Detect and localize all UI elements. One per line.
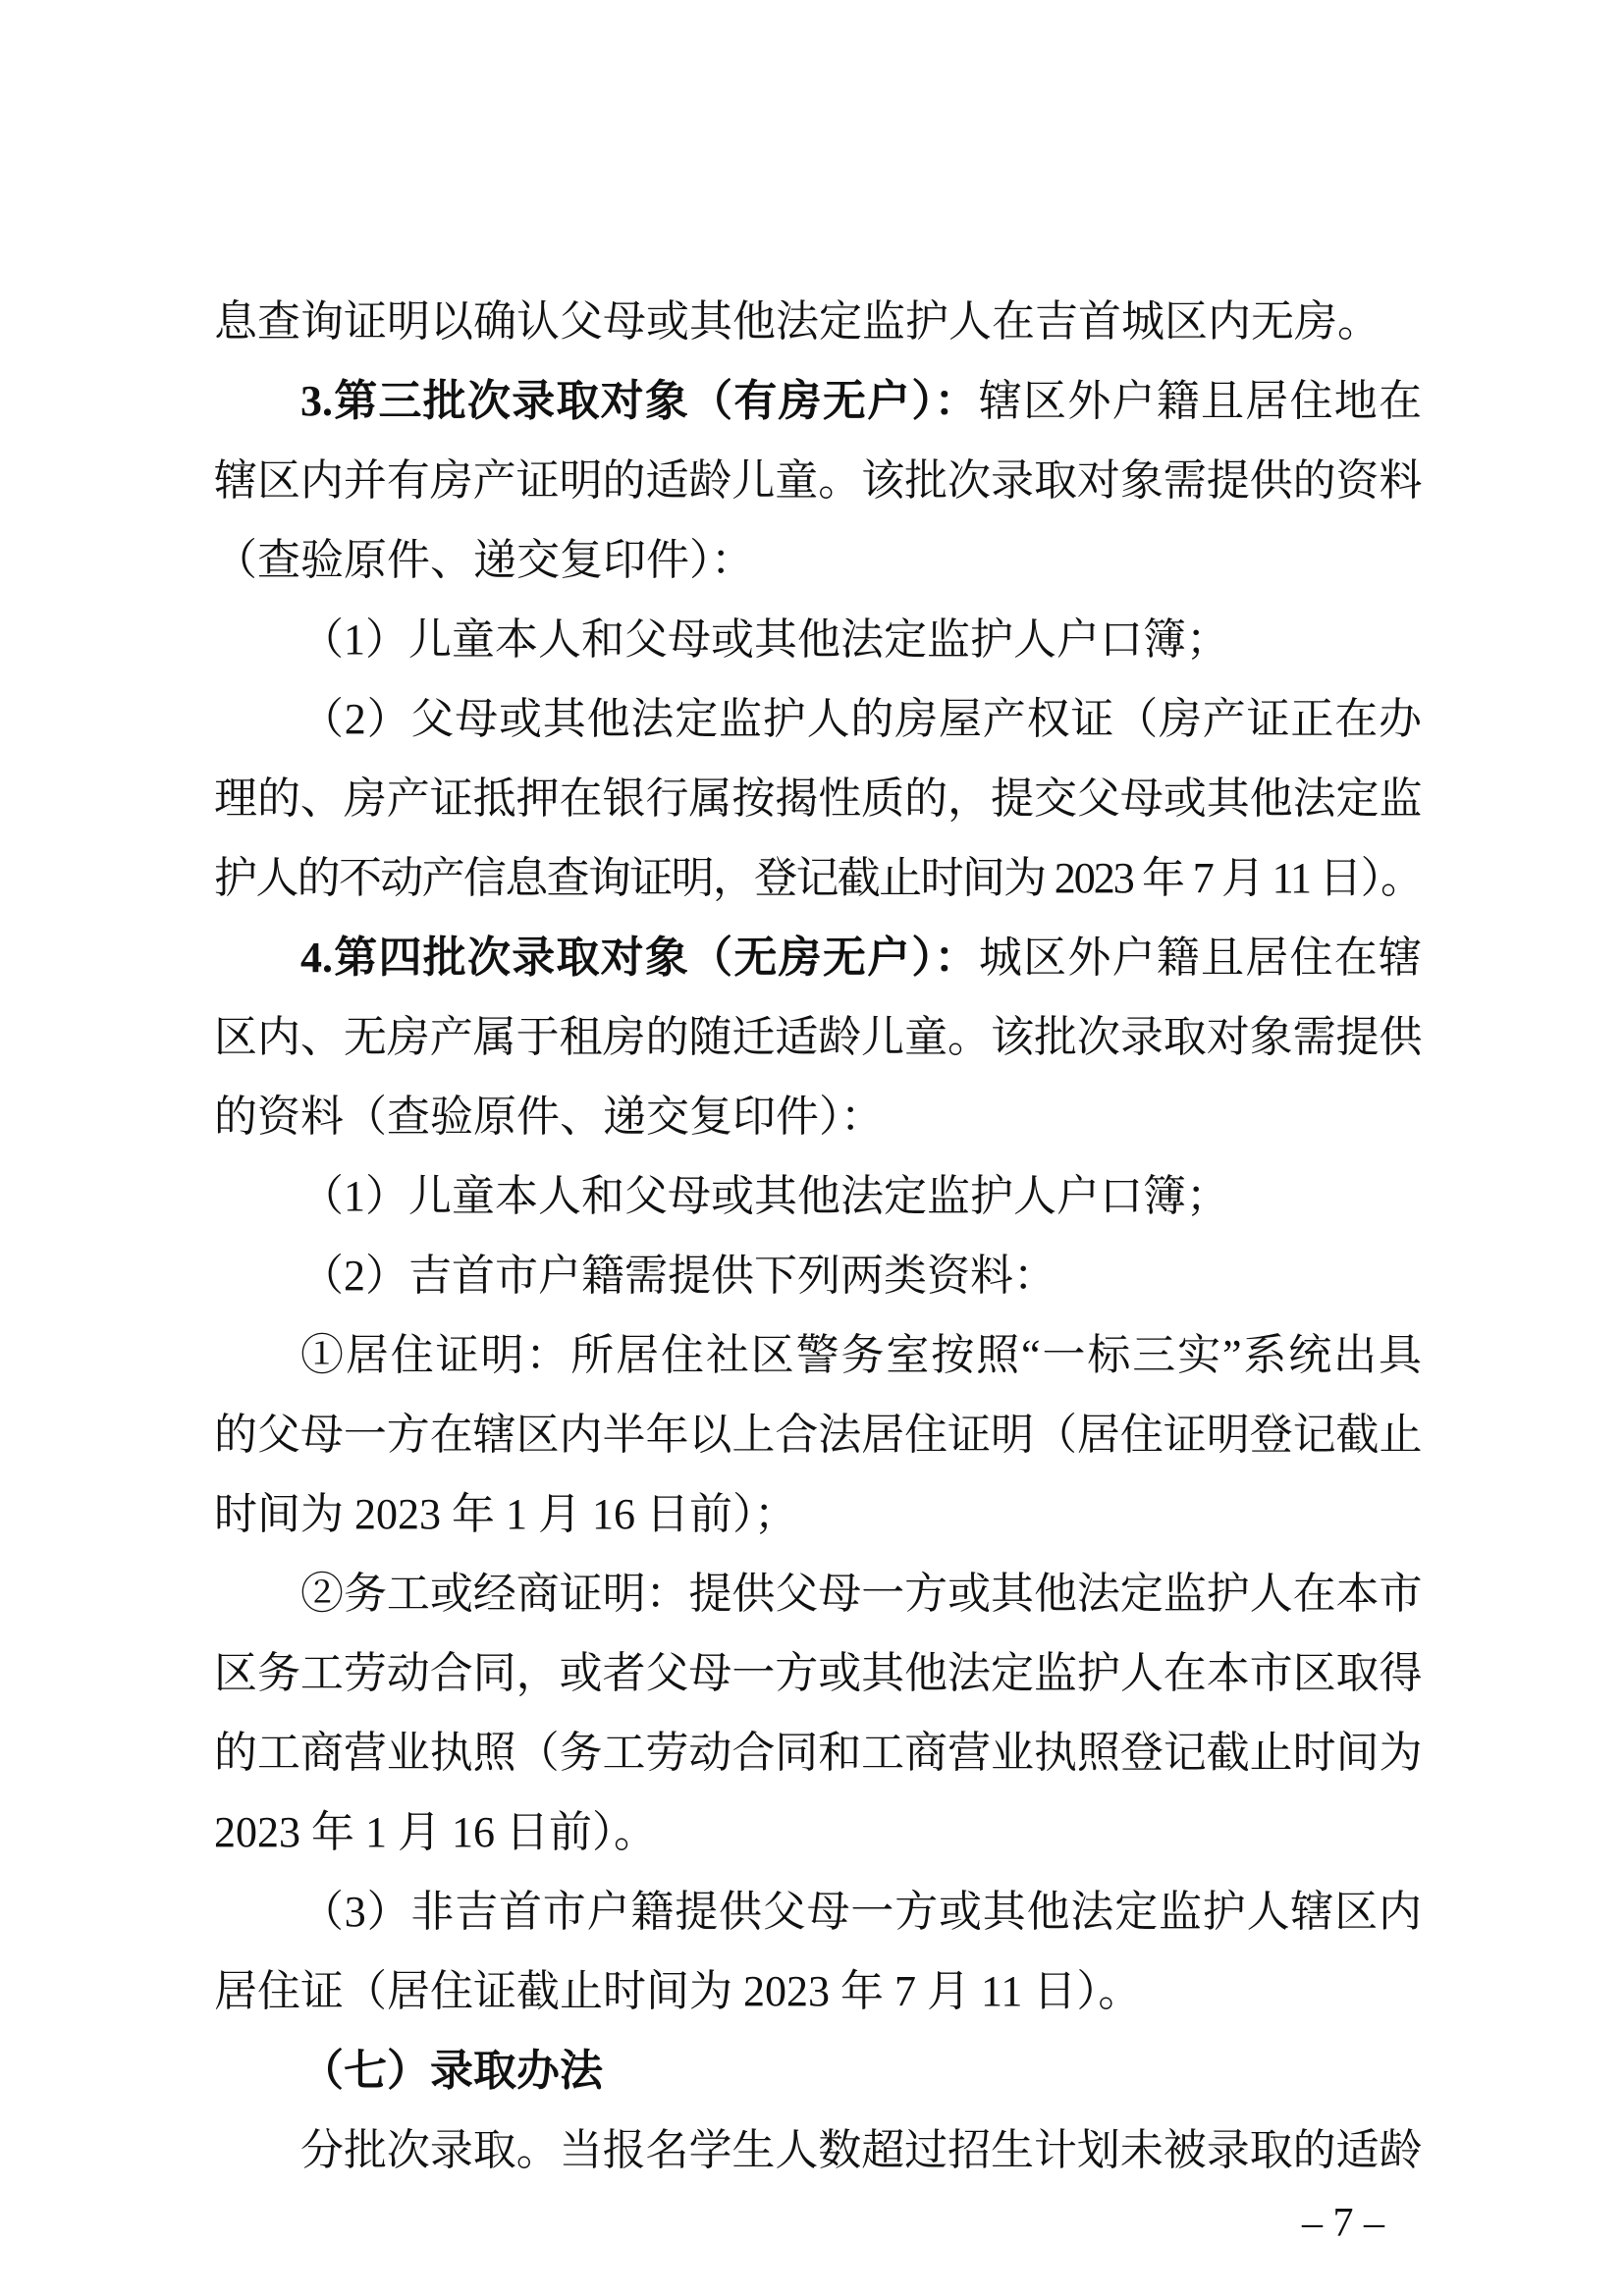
text-line bbox=[214, 361, 1422, 441]
batch4-item2-paragraph bbox=[214, 1236, 1422, 1315]
text-line: 理的、房产证抵押在银行属按揭性质的，提交父母或其他法定监 bbox=[214, 774, 1422, 823]
text-line: 息查询证明以确认父母或其他法定监护人在吉首城区内无房。 bbox=[214, 297, 1380, 346]
text-line: 辖区内并有房产证明的适龄儿童。该批次录取对象需提供的资料 bbox=[214, 456, 1422, 505]
page-number: – 7 – bbox=[1302, 2201, 1384, 2246]
text-line: 的资料（查验原件、递交复印件）： bbox=[214, 1093, 884, 1141]
text-line: 分批次录取。当报名学生人数超过招生计划未被录取的适龄 bbox=[300, 2126, 1422, 2174]
text-line: （3）非吉首市户籍提供父母一方或其他法定监护人辖区内 bbox=[300, 1888, 1422, 1936]
batch4-paragraph bbox=[214, 918, 1422, 1156]
text-line: 的工商营业执照（务工劳动合同和工商营业执照登记截止时间为 bbox=[214, 1729, 1422, 1777]
text-line: ①居住证明：所居住社区警务室按照“一标三实”系统出具 bbox=[300, 1331, 1422, 1379]
text-line: ②务工或经商证明：提供父母一方或其他法定监护人在本市 bbox=[300, 1570, 1422, 1618]
text-line: 时间为 2023 年 1 月 16 日前）； bbox=[214, 1490, 797, 1538]
text-line bbox=[214, 918, 1422, 997]
admission-method-paragraph bbox=[214, 2110, 1422, 2190]
residence-proof-paragraph bbox=[214, 1315, 1422, 1554]
batch4-item3-paragraph bbox=[214, 1872, 1422, 2031]
batch3-text: 辖区外户籍且居住地在 bbox=[978, 377, 1423, 425]
batch3-paragraph bbox=[214, 361, 1422, 600]
batch3-lead: 3.第三批次录取对象（有房无户）： bbox=[300, 377, 979, 425]
text-line: （2）父母或其他法定监护人的房屋产权证（房产证正在办 bbox=[300, 695, 1422, 743]
document-body bbox=[214, 282, 1422, 2190]
section-heading: （七）录取办法 bbox=[300, 2047, 603, 2095]
batch4-lead: 4.第四批次录取对象（无房无户）： bbox=[300, 934, 979, 982]
text-line: 区务工劳动合同，或者父母一方或其他法定监护人在本市区取得 bbox=[214, 1649, 1422, 1697]
text-line: （1）儿童本人和父母或其他法定监护人户口簿； bbox=[300, 615, 1229, 664]
text-line: （1）儿童本人和父母或其他法定监护人户口簿； bbox=[300, 1172, 1229, 1220]
batch3-item1-paragraph bbox=[214, 600, 1422, 679]
batch4-item1-paragraph bbox=[214, 1156, 1422, 1236]
text-line: 的父母一方在辖区内半年以上合法居住证明（居住证明登记截止 bbox=[214, 1411, 1422, 1459]
text-line: （查验原件、递交复印件）： bbox=[214, 536, 754, 584]
text-line: 2023 年 1 月 16 日前）。 bbox=[214, 1808, 657, 1856]
section7-heading-paragraph bbox=[214, 2031, 1422, 2110]
batch4-text: 城区外户籍且居住在辖 bbox=[978, 934, 1423, 982]
text-line: 居住证（居住证截止时间为 2023 年 7 月 11 日）。 bbox=[214, 1967, 1142, 2015]
text-line: 护人的不动产信息查询证明，登记截止时间为 2023 年 7 月 11 日）。 bbox=[214, 854, 1422, 902]
work-proof-paragraph bbox=[214, 1554, 1422, 1872]
text-line: 区内、无房产属于租房的随迁适龄儿童。该批次录取对象需提供 bbox=[214, 1013, 1422, 1061]
continued-paragraph bbox=[214, 282, 1422, 361]
batch3-item2-paragraph bbox=[214, 679, 1422, 918]
text-line: （2）吉首市户籍需提供下列两类资料： bbox=[300, 1252, 1056, 1300]
